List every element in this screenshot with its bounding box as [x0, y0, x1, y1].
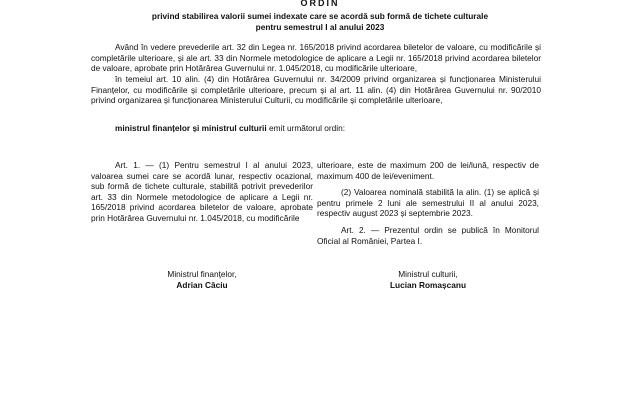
document-title: ORDIN [300, 0, 340, 8]
document-subtitle-line1: privind stabilirea valorii sumei indexate care se acordă sub formă de tichete culturale [151, 11, 489, 21]
signature-left-name: Adrian Câciu [176, 279, 228, 290]
left-column-text: Art. 1. — (1) Pentru semestrul I al anului 2023, valoarea sumei care se acordă lunar, respectiv ocazional, sub formă de tichete culturale, stabilită potrivit prevederilor art. 33 din Normele metodologice de aplicare a Legii nr. 165/2018 privind acordarea biletelor de valoare, aprobate prin Hotărârea Guvernului nr. 1.045/2018, cu modificările [91, 160, 313, 223]
preamble-1-text: Având în vedere prevederile art. 32 din Legea nr. 165/2018 privind acordarea biletelor de valoare, cu modificările și completările ulterioare, și ale art. 33 din Normele metodologice de aplicare a Legii nr. 165/2018 privind acordarea biletelor de valoare, aprobate prin Hotărârea Guvernului nr. 1.045/2018, cu modificările ulterioare, [91, 42, 541, 74]
left-column [91, 160, 313, 230]
article-1-p2-text: (2) Valoarea nominală stabilită la alin. (1) se aplică și pentru primele 2 luni ale semestrului II al anului 2023, respectiv august 2023 și septembrie 2023. [317, 187, 539, 219]
preamble-2-text: în temeiul art. 10 alin. (4) din Hotărârea Guvernului nr. 34/2009 privind organizarea și funcționarea Ministerului Finanțelor, cu modificările și completările ulterioare, precum și al art. 11 alin. (4) din Hotărârea Guvernului nr. 90/2010 privind organizarea și funcționarea Ministerului Culturii, cu modificările și completările ulterioare, [91, 74, 541, 106]
signature-left-role: Ministrul finanțelor, [167, 269, 237, 279]
right-column-text: ulterioare, este de maximum 200 de lei/lună, respectiv de maximum 400 de lei/eveniment. [317, 160, 539, 181]
article-2 [317, 225, 539, 246]
preamble-paragraph-1 [91, 42, 541, 74]
issuers-line [91, 123, 541, 134]
article-1-paragraph-2 [317, 187, 539, 219]
signature-right-name: Lucian Romașcanu [389, 279, 467, 290]
preamble-paragraph-2 [91, 74, 541, 106]
article-1-left [91, 160, 313, 224]
signature-left [91, 269, 313, 290]
article-2-text: Art. 2. — Prezentul ordin se publică în Monitorul Oficial al României, Partea I. [317, 224, 539, 246]
issuers-rest: emit următorul ordin: [266, 123, 346, 133]
right-column [317, 160, 539, 252]
issuers-bold: ministrul finanțelor și ministrul culturii [115, 123, 267, 133]
document-subtitle-line2: pentru semestrul I al anului 2023 [255, 22, 385, 32]
article-1-continued [317, 160, 539, 181]
signature-right [317, 269, 539, 290]
signature-right-role: Ministrul culturii, [398, 269, 458, 279]
